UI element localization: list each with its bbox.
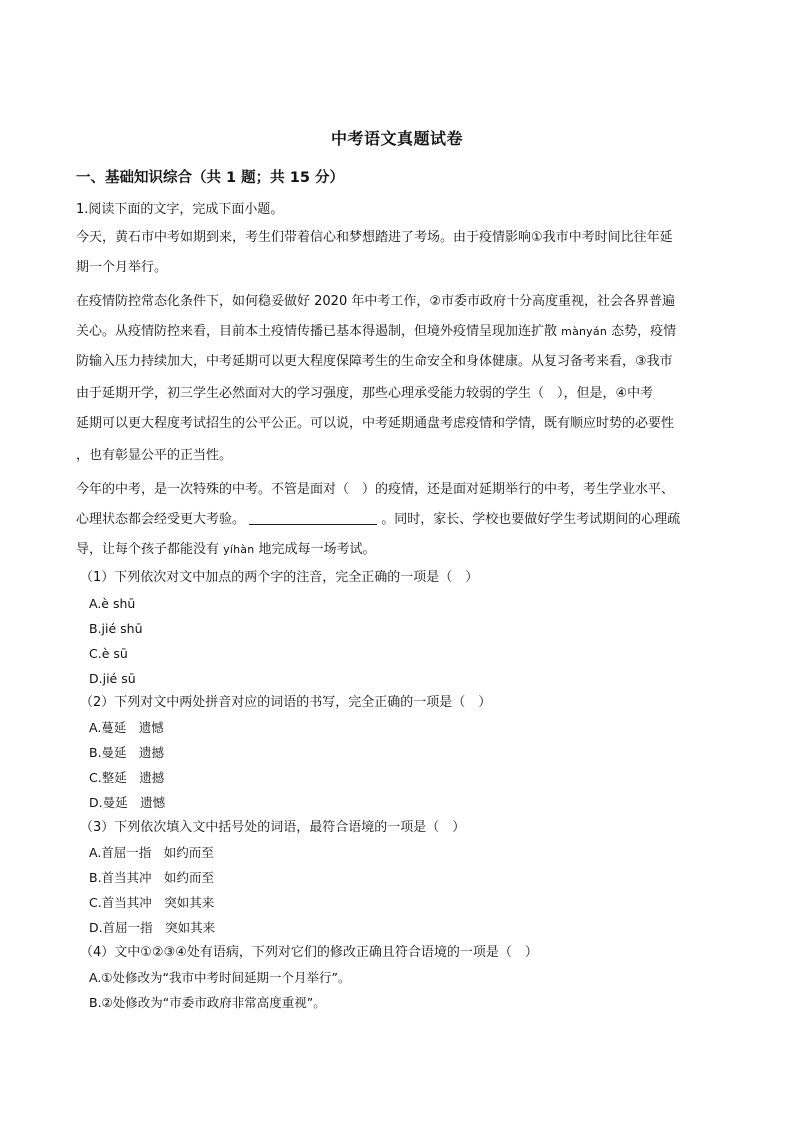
answer-option[interactable]: B.②处修改为“市委市政府非常高度重视”。 bbox=[89, 995, 326, 1010]
answer-option[interactable]: B.曼延 遗撼 bbox=[89, 745, 165, 760]
passage-text: 态势，疫情 bbox=[611, 324, 677, 339]
section-heading: 一、基础知识综合（共 1 题；共 15 分） bbox=[76, 170, 344, 186]
question-stem: （1）下列依次对文中加点的两个字的注音，完全正确的一项是（ ） bbox=[80, 570, 479, 585]
passage-text: 心理状态都会经受更大考验。 bbox=[76, 512, 246, 527]
question-stem: （2）下列对文中两处拼音对应的词语的书写，完全正确的一项是（ ） bbox=[80, 695, 492, 710]
question-stem: （3）下列依次填入文中括号处的词语，最符合语境的一项是（ ） bbox=[80, 820, 466, 835]
passage-line: 由于延期开学，初三学生必然面对大的学习强度，那些心理承受能力较弱的学生（ ），但是，④中考 bbox=[76, 386, 654, 401]
pinyin-mark: yíhàn bbox=[223, 543, 255, 556]
answer-option[interactable]: C.è sū bbox=[89, 646, 128, 661]
passage-line: ，也有彰显公平的正当性。 bbox=[76, 448, 233, 463]
passage-text: 导，让每个孩子都能没有 bbox=[76, 542, 220, 557]
passage-text: 。同时，家长、学校也要做好学生考试期间的心理疏 bbox=[381, 512, 681, 527]
answer-option[interactable]: A.①处修改为“我市中考时间延期一个月举行”。 bbox=[89, 970, 351, 985]
answer-option[interactable]: C.首当其冲 突如其来 bbox=[89, 895, 215, 910]
answer-option[interactable]: A.首屈一指 如约而至 bbox=[89, 845, 214, 860]
passage-line: 今天，黄石市中考如期到来，考生们带着信心和梦想踏进了考场。由于疫情影响①我市中考时间比往年延 bbox=[76, 230, 673, 245]
question-stem: （4）文中①②③④处有语病，下列对它们的修改正确且符合语境的一项是（ ） bbox=[80, 945, 538, 960]
question-intro: 1.阅读下面的文字，完成下面小题。 bbox=[76, 202, 284, 217]
answer-option[interactable]: B.首当其冲 如约而至 bbox=[89, 870, 215, 885]
answer-option[interactable]: C.整延 遗撼 bbox=[89, 770, 165, 785]
answer-option[interactable]: A.蔓延 遗憾 bbox=[89, 720, 164, 735]
passage-text: 关心。从疫情防控来看，目前本土疫情传播已基本得遏制，但境外疫情呈现加连扩散 bbox=[76, 324, 558, 339]
passage-line bbox=[76, 540, 722, 560]
fill-blank[interactable] bbox=[249, 510, 377, 525]
passage-text: 地完成每一场考试。 bbox=[258, 542, 376, 557]
passage-line: 在疫情防控常态化条件下，如何稳妥做好 2020 年中考工作，②市委市政府十分高度重视，社会各界普遍 bbox=[76, 294, 676, 309]
pinyin-mark: mànyán bbox=[561, 325, 608, 338]
page-title: 中考语文真题试卷 bbox=[330, 129, 463, 148]
answer-option[interactable]: D.曼延 遗憾 bbox=[89, 795, 166, 810]
answer-option[interactable]: D.首屈一指 突如其来 bbox=[89, 920, 216, 935]
passage-line: 延期可以更大程度考试招生的公平公正。可以说，中考延期通盘考虑疫情和学情，既有顺应时势的必要性 bbox=[76, 416, 675, 431]
answer-option[interactable]: A.è shū bbox=[89, 596, 136, 611]
passage-line: 期一个月举行。 bbox=[76, 260, 168, 275]
passage-line: 防输入压力持续加大，中考延期可以更大程度保障考生的生命安全和身体健康。从复习备考来看，③我市 bbox=[76, 354, 673, 369]
passage-line: 今年的中考，是一次特殊的中考。不管是面对（ ）的疫情，还是面对延期举行的中考，考生学业水平、 bbox=[76, 482, 675, 497]
passage-line bbox=[76, 510, 722, 530]
passage-line bbox=[76, 322, 722, 342]
answer-option[interactable]: B.jié shū bbox=[89, 621, 143, 636]
answer-option[interactable]: D.jié sū bbox=[89, 671, 136, 686]
